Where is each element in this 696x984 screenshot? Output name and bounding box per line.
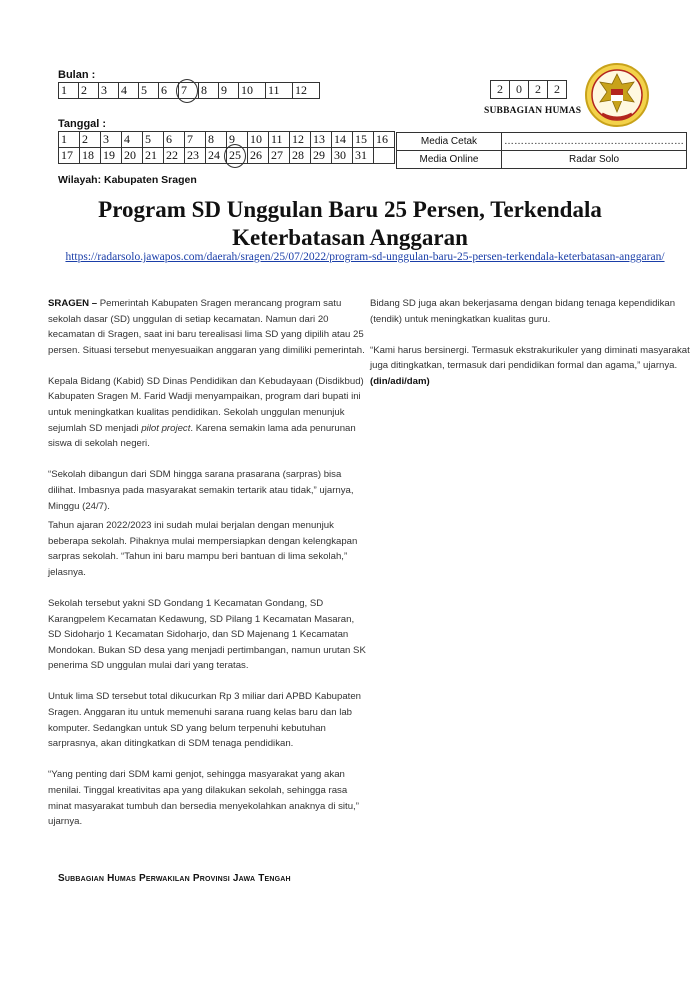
grid-cell: 2 <box>79 83 99 99</box>
grid-cell: 11 <box>269 132 290 148</box>
grid-cell: 24 <box>206 148 227 164</box>
grid-cell: 23 <box>185 148 206 164</box>
article-title: Program SD Unggulan Baru 25 Persen, Terkendala Keterbatasan Anggaran <box>98 197 602 250</box>
paragraph: “Sekolah dibangun dari SDM hingga sarana prasarana (sarpras) bisa dilihat. Imbasnya pada masyarakat semakin tertarik atau tidak,” ujarnya, Minggu (24/7). <box>48 469 354 512</box>
media-online-label: Media Online <box>397 151 502 169</box>
emphasis: pilot project <box>141 422 191 434</box>
paragraph: “Yang penting dari SDM kami genjot, sehingga masyarakat yang akan menilai. Tinggal kreativitas apa yang dilakukan sekolah, sehingga rasa minat masyarakat tumbuh dan bersedia menyekolahkan anaknya di situ,” ujarnya. <box>48 769 359 828</box>
grid-cell: 28 <box>290 148 311 164</box>
article-body-left <box>48 296 366 845</box>
grid-cell: 2 <box>491 81 510 99</box>
paragraph: Untuk lima SD tersebut total dikucurkan Rp 3 miliar dari APBD Kabupaten Sragen. Anggaran itu untuk memenuhi sarana ruang kelas baru dan lab komputer. Sedangkan untuk SD yang belum terpenuhi kebutuhan sarprasnya, akan ditingkatkan di SDM tenaga pendidikan. <box>48 691 362 750</box>
bulan-label: Bulan : <box>58 69 96 81</box>
grid-cell: 31 <box>353 148 374 164</box>
grid-cell: 5 <box>139 83 159 99</box>
footer-unit: Subbagian Humas Perwakilan Provinsi Jawa Tengah <box>58 873 291 884</box>
grid-cell: 7 <box>185 132 206 148</box>
grid-cell: 2 <box>548 81 567 99</box>
media-online-value: Radar Solo <box>502 151 687 169</box>
grid-cell: 2 <box>80 132 101 148</box>
grid-cell: 17 <box>59 148 80 164</box>
day-grid <box>58 131 395 164</box>
grid-cell: 2 <box>529 81 548 99</box>
grid-cell: 27 <box>269 148 290 164</box>
year-box <box>490 80 567 99</box>
grid-cell: 15 <box>353 132 374 148</box>
grid-cell: 26 <box>248 148 269 164</box>
grid-cell: 25 <box>227 148 248 164</box>
grid-cell: 29 <box>311 148 332 164</box>
grid-cell: 12 <box>290 132 311 148</box>
grid-cell: 16 <box>374 132 395 148</box>
media-row <box>397 133 687 151</box>
grid-cell: 10 <box>239 83 266 99</box>
grid-cell: 4 <box>119 83 139 99</box>
grid-cell: 9 <box>219 83 239 99</box>
paragraph <box>48 374 366 452</box>
grid-cell: 7 <box>179 83 199 99</box>
grid-cell: 9 <box>227 132 248 148</box>
paragraph: Tahun ajaran 2022/2023 ini sudah mulai berjalan dengan menunjuk beberapa sekolah. Pihaknya mulai mempersiapkan dengan kelengkapan sarpras sekolah. “Tahun ini baru mampu beri bantuan di lima sekolah,” jelasnya. <box>48 520 358 578</box>
grid-cell: 18 <box>80 148 101 164</box>
paragraph: “Kami harus bersinergi. Termasuk ekstrakurikuler yang diminati masyarakat juga ditingkatkan, termasuk dari pendidikan formal dan agama,” ujarnya. <box>370 344 690 372</box>
grid-cell: 19 <box>101 148 122 164</box>
author-signature: (din/adi/dam) <box>370 375 430 387</box>
grid-cell: 22 <box>164 148 185 164</box>
media-cetak-value: ……………………………………………… <box>502 133 687 151</box>
grid-cell: 4 <box>122 132 143 148</box>
media-row <box>397 151 687 169</box>
grid-cell: 3 <box>101 132 122 148</box>
grid-cell: 8 <box>199 83 219 99</box>
paragraph: Bidang SD juga akan bekerjasama dengan bidang tenaga kependidikan (tendik) untuk meningkatkan kualitas guru. <box>370 298 676 325</box>
grid-cell: 20 <box>122 148 143 164</box>
paragraph-text: . Karena semakin lama ada penurunan siswa di sekolah negeri. <box>48 422 356 450</box>
grid-cell: 11 <box>266 83 293 99</box>
unit-label: SUBBAGIAN HUMAS <box>484 106 582 116</box>
grid-cell: 0 <box>510 81 529 99</box>
grid-cell: 12 <box>293 83 320 99</box>
paragraph: Sekolah tersebut yakni SD Gondang 1 Kecamatan Gondang, SD Karangpelem Kecamatan Kedawung, SD Pilang 1 Kecamatan Masaran, SD Sidoharjo 1 Kecamatan Sidoharjo, dan SD Majenang 1 Kecamatan Mondokan. Bukan SD desa yang menjadi pertimbangan, namun urutan SK penerima SD unggulan mulai dari yang teratas. <box>48 598 366 672</box>
garuda-emblem-icon <box>584 62 650 128</box>
grid-cell: 30 <box>332 148 353 164</box>
article-body-right <box>370 296 690 389</box>
tanggal-label: Tanggal : <box>58 118 107 130</box>
grid-cell: 5 <box>143 132 164 148</box>
grid-cell: 6 <box>159 83 179 99</box>
paragraph <box>48 296 366 358</box>
month-grid <box>58 82 320 99</box>
grid-cell: 1 <box>59 83 79 99</box>
wilayah-label: Wilayah: Kabupaten Sragen <box>58 174 197 186</box>
grid-cell: 14 <box>332 132 353 148</box>
media-table <box>396 132 687 169</box>
grid-cell <box>374 148 395 164</box>
media-cetak-label: Media Cetak <box>397 133 502 151</box>
grid-cell: 21 <box>143 148 164 164</box>
grid-cell: 1 <box>59 132 80 148</box>
grid-cell: 13 <box>311 132 332 148</box>
paragraph-text: Kepala Bidang (Kabid) SD Dinas Pendidikan dan Kebudayaan (Disdikbud) Kabupaten Sragen M. Farid Wadji menyampaikan, program dari bupati ini untuk meningkatkan kualitas pendidikan. Sekolah unggulan menunjuk sejumlah SD menjadi <box>48 375 364 434</box>
grid-cell: 10 <box>248 132 269 148</box>
grid-cell: 8 <box>206 132 227 148</box>
grid-cell: 6 <box>164 132 185 148</box>
article-url-link[interactable]: https://radarsolo.jawapos.com/daerah/sragen/25/07/2022/program-sd-unggulan-baru-25-persen-terkendala-keterbatasan-anggaran/ <box>65 251 665 263</box>
grid-cell: 3 <box>99 83 119 99</box>
paragraph-text: Pemerintah Kabupaten Sragen merancang program satu sekolah dasar (SD) unggulan di setiap kecamatan. Namun dari 20 kecamatan di Sragen, saat ini baru terealisasi lima SD yang dipilih atau 25 persen. Situasi tersebut menyesuaikan anggaran yang dimiliki pemerintah. <box>48 298 365 356</box>
dateline: SRAGEN – <box>48 298 98 309</box>
